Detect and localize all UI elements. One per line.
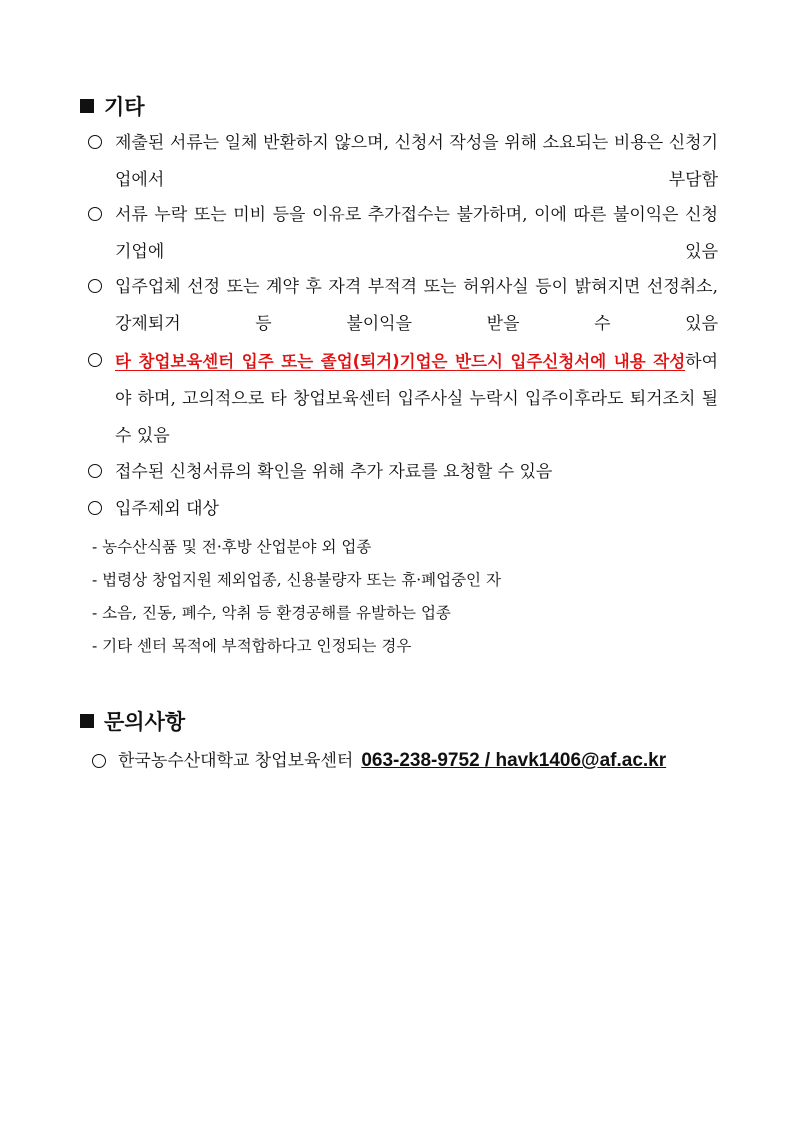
list-item-text: 입주업체 선정 또는 계약 후 자격 부적격 또는 허위사실 등이 밝혀지면 선정취소, 강제퇴거 등 불이익을 받을 수 있음 <box>115 277 718 334</box>
circle-bullet-icon <box>88 464 102 478</box>
circle-bullet-icon <box>88 207 102 221</box>
section-heading-other <box>80 91 145 121</box>
list-item-text: 제출된 서류는 일체 반환하지 않으며, 신청서 작성을 위해 소요되는 비용은 신청기업에서 부담함 <box>115 133 718 190</box>
circle-bullet-icon <box>88 353 102 367</box>
square-bullet-icon <box>80 99 94 113</box>
square-bullet-icon <box>80 714 94 728</box>
list-item-highlight <box>88 343 718 455</box>
section-heading-inquiry <box>80 706 185 736</box>
list-item <box>88 269 718 343</box>
list-item-text <box>88 343 718 455</box>
exclusion-item: - 농수산식품 및 전·후방 산업분야 외 업종 <box>92 538 372 556</box>
exclusion-item: - 소음, 진동, 폐수, 악취 등 환경공해를 유발하는 업종 <box>92 604 451 622</box>
circle-bullet-icon <box>88 279 102 293</box>
contact-info[interactable]: 063-238-9752 / havk1406@af.ac.kr <box>361 750 667 771</box>
circle-bullet-icon <box>92 754 106 768</box>
circle-bullet-icon <box>88 135 102 149</box>
list-item <box>88 125 718 199</box>
contact-line <box>92 748 666 774</box>
list-item <box>88 197 718 271</box>
list-item <box>88 454 718 491</box>
section-title: 기타 <box>104 95 145 119</box>
exclusion-item: - 법령상 창업지원 제외업종, 신용불량자 또는 휴·폐업중인 자 <box>92 571 501 589</box>
exclusion-item: - 기타 센터 목적에 부적합하다고 인정되는 경우 <box>92 637 412 655</box>
list-item-text: 서류 누락 또는 미비 등을 이유로 추가접수는 불가하며, 이에 따른 불이익은 신청기업에 있음 <box>115 205 718 262</box>
normal-text: 하여야 하며, 고의적으로 타 창업보육센터 입주사실 누락시 입주이후라도 퇴거조치 될 수 있음 <box>115 352 718 446</box>
highlight-text: 타 창업보육센터 입주 또는 졸업(퇴거)기업은 반드시 입주신청서에 내용 작성 <box>115 352 686 371</box>
list-item-text: 접수된 신청서류의 확인을 위해 추가 자료를 요청할 수 있음 <box>115 462 553 482</box>
circle-bullet-icon <box>88 501 102 515</box>
list-item <box>88 491 718 528</box>
list-item-text: 입주제외 대상 <box>115 499 219 519</box>
organization-name: 한국농수산대학교 창업보육센터 <box>118 751 354 771</box>
section-title: 문의사항 <box>104 710 186 734</box>
